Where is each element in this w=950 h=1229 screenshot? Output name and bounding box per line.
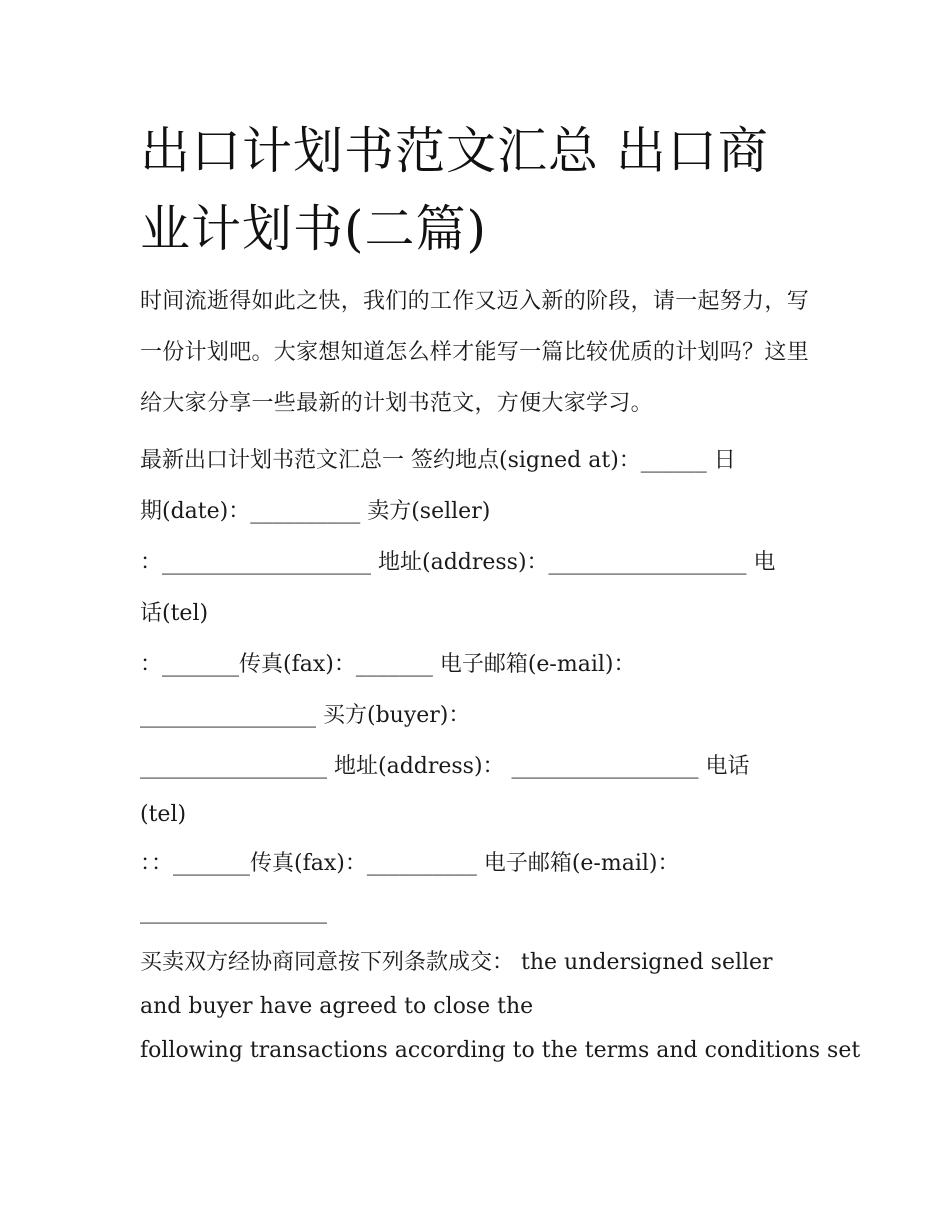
form-line: ________________ 买方(buyer)：: [140, 703, 471, 728]
form-line: _________________: [140, 899, 327, 924]
form-line: 期(date)：__________ 卖方(seller): [140, 499, 491, 524]
form-line: 最新出口计划书范文汇总一 签约地点(signed at)：______ 日: [140, 448, 736, 473]
form-line: ：___________________ 地址(address)：__________________ 电: [140, 550, 776, 575]
form-line: (tel): [140, 802, 187, 827]
intro-paragraph: 时间流逝得如此之快，我们的工作又迈入新的阶段，请一起努力，写一份计划吧。大家想知道怎么样才能写一篇比较优质的计划吗？这里给大家分享一些最新的计划书范文，方便大家学习。: [140, 289, 810, 416]
terms-line: 买卖双方经协商同意按下列条款成交： the undersigned seller: [140, 950, 773, 975]
form-line: 话(tel): [140, 601, 209, 626]
document-title: 出口计划书范文汇总 出口商业计划书(二篇): [140, 122, 769, 258]
form-line: ：：_______传真(fax)：__________ 电子邮箱(e-mail)：: [140, 851, 680, 876]
document-page: [140, 112, 861, 1073]
form-line: _________________ 地址(address)： _________________ 电话: [140, 754, 750, 779]
terms-line: and buyer have agreed to close the: [140, 994, 534, 1019]
terms-paragraph: [140, 941, 861, 1073]
terms-line: following transactions according to the terms and conditions set: [140, 1038, 861, 1063]
form-line: ：_______传真(fax)：_______ 电子邮箱(e-mail)：: [140, 652, 636, 677]
contract-form-block: [140, 435, 812, 935]
